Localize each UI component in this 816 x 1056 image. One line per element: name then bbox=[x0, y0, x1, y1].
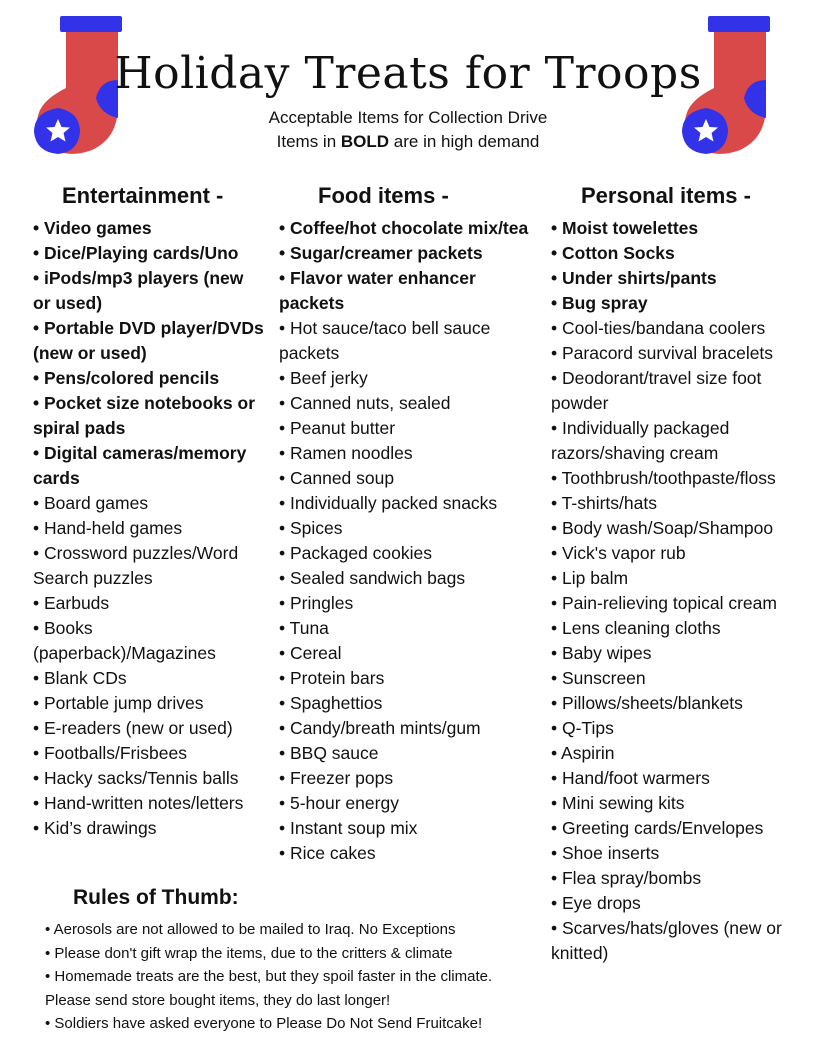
list-item: • Pens/colored pencils bbox=[33, 368, 220, 388]
list-item: • Hot sauce/taco bell sauce packets bbox=[279, 318, 491, 363]
list-item: • Canned soup bbox=[279, 468, 395, 488]
list-item: • Hacky sacks/Tennis balls bbox=[33, 768, 239, 788]
list-item: • Candy/breath mints/gum bbox=[279, 718, 481, 738]
list-item: • Coffee/hot chocolate mix/tea bbox=[279, 218, 529, 238]
list-item: • Eye drops bbox=[551, 893, 641, 913]
list-item: • Hand-written notes/letters bbox=[33, 793, 244, 813]
list-item: • Protein bars bbox=[279, 668, 385, 688]
subtitle: Acceptable Items for Collection Drive bbox=[268, 108, 548, 127]
list-item: • Peanut butter bbox=[279, 418, 396, 438]
list-item: • Lens cleaning cloths bbox=[551, 618, 721, 638]
food-heading: Food items - bbox=[318, 183, 449, 208]
list-item: • Cotton Socks bbox=[551, 243, 675, 263]
rule-item: • Homemade treats are the best, but they spoil faster in the climate. Please send store bought items, they do last longer! bbox=[45, 968, 493, 1009]
list-item: • Rice cakes bbox=[279, 843, 376, 863]
list-item: • Instant soup mix bbox=[279, 818, 418, 838]
entertainment-list bbox=[33, 216, 265, 841]
list-item: • Vick's vapor rub bbox=[551, 543, 686, 563]
rules-list bbox=[45, 918, 515, 1036]
list-item: • Books (paperback)/Magazines bbox=[33, 618, 216, 663]
list-item: • Shoe inserts bbox=[551, 843, 660, 863]
list-item: • Mini sewing kits bbox=[551, 793, 685, 813]
list-item: • 5-hour energy bbox=[279, 793, 399, 813]
list-item: • T-shirts/hats bbox=[551, 493, 657, 513]
list-item: • E-readers (new or used) bbox=[33, 718, 233, 738]
list-item: • Beef jerky bbox=[279, 368, 368, 388]
list-item: • Paracord survival bracelets bbox=[551, 343, 774, 363]
list-item: • Cool-ties/bandana coolers bbox=[551, 318, 766, 338]
list-item: • Board games bbox=[33, 493, 149, 513]
list-item: • Ramen noodles bbox=[279, 443, 413, 463]
list-item: • Packaged cookies bbox=[279, 543, 433, 563]
list-item: • Freezer pops bbox=[279, 768, 394, 788]
food-list bbox=[279, 216, 543, 866]
list-item: • Q-Tips bbox=[551, 718, 614, 738]
list-item: • Flea spray/bombs bbox=[551, 868, 702, 888]
list-item: • Cereal bbox=[279, 643, 342, 663]
list-item: • iPods/mp3 players (new or used) bbox=[33, 268, 244, 313]
list-item: • Sugar/creamer packets bbox=[279, 243, 483, 263]
note-suffix: are in high demand bbox=[389, 132, 540, 151]
list-item: • Individually packed snacks bbox=[279, 493, 498, 513]
list-item: • Pillows/sheets/blankets bbox=[551, 693, 743, 713]
entertainment-heading: Entertainment - bbox=[62, 183, 224, 208]
list-item: • Digital cameras/memory cards bbox=[33, 443, 247, 488]
list-item: • Scarves/hats/gloves (new or knitted) bbox=[551, 918, 782, 963]
list-item: • Deodorant/travel size foot powder bbox=[551, 368, 762, 413]
list-item: • Moist towelettes bbox=[551, 218, 699, 238]
stocking-cuff bbox=[60, 16, 122, 32]
list-item: • Footballs/Frisbees bbox=[33, 743, 187, 763]
list-item: • Hand/foot warmers bbox=[551, 768, 710, 788]
rules-heading: Rules of Thumb: bbox=[73, 886, 239, 909]
list-item: • Portable jump drives bbox=[33, 693, 204, 713]
list-item: • Kid’s drawings bbox=[33, 818, 157, 838]
personal-list bbox=[551, 216, 797, 966]
list-item: • Pringles bbox=[279, 593, 354, 613]
list-item: • Under shirts/pants bbox=[551, 268, 717, 288]
list-item: • Pain-relieving topical cream bbox=[551, 593, 777, 613]
note-bold-word: BOLD bbox=[340, 132, 390, 151]
list-item: • Sealed sandwich bags bbox=[279, 568, 466, 588]
list-item: • Pocket size notebooks or spiral pads bbox=[33, 393, 256, 438]
list-item: • Spaghettios bbox=[279, 693, 383, 713]
rule-item: • Please don't gift wrap the items, due to the critters & climate bbox=[45, 944, 453, 962]
list-item: • Lip balm bbox=[551, 568, 629, 588]
list-item: • Aspirin bbox=[551, 743, 615, 763]
list-item: • Bug spray bbox=[551, 293, 648, 313]
note-prefix: Items in bbox=[276, 132, 341, 151]
list-item: • Canned nuts, sealed bbox=[279, 393, 451, 413]
page-title: Holiday Treats for Troops bbox=[114, 48, 702, 99]
list-item: • Baby wipes bbox=[551, 643, 652, 663]
list-item: • Sunscreen bbox=[551, 668, 646, 688]
stocking-cuff bbox=[708, 16, 770, 32]
list-item: • Body wash/Soap/Shampoo bbox=[551, 518, 774, 538]
high-demand-note bbox=[0, 131, 816, 153]
list-item: • Toothbrush/toothpaste/floss bbox=[551, 468, 776, 488]
rule-item: • Soldiers have asked everyone to Please Do Not Send Fruitcake! bbox=[45, 1015, 483, 1032]
list-item: • Flavor water enhancer packets bbox=[279, 268, 476, 313]
personal-heading: Personal items - bbox=[581, 183, 751, 208]
list-item: • Greeting cards/Envelopes bbox=[551, 818, 764, 838]
rule-item: • Aerosols are not allowed to be mailed to Iraq. No Exceptions bbox=[45, 921, 456, 938]
list-item: • Earbuds bbox=[33, 593, 110, 613]
list-item: • Blank CDs bbox=[33, 668, 127, 688]
list-item: • Spices bbox=[279, 518, 343, 538]
list-item: • Video games bbox=[33, 218, 152, 238]
list-item: • Tuna bbox=[279, 618, 329, 638]
list-item: • Individually packaged razors/shaving cream bbox=[551, 418, 730, 463]
list-item: • BBQ sauce bbox=[279, 743, 379, 763]
list-item: • Hand-held games bbox=[33, 518, 183, 538]
list-item: • Portable DVD player/DVDs (new or used) bbox=[33, 318, 264, 363]
list-item: • Dice/Playing cards/Uno bbox=[33, 243, 239, 263]
list-item: • Crossword puzzles/Word Search puzzles bbox=[33, 543, 239, 588]
